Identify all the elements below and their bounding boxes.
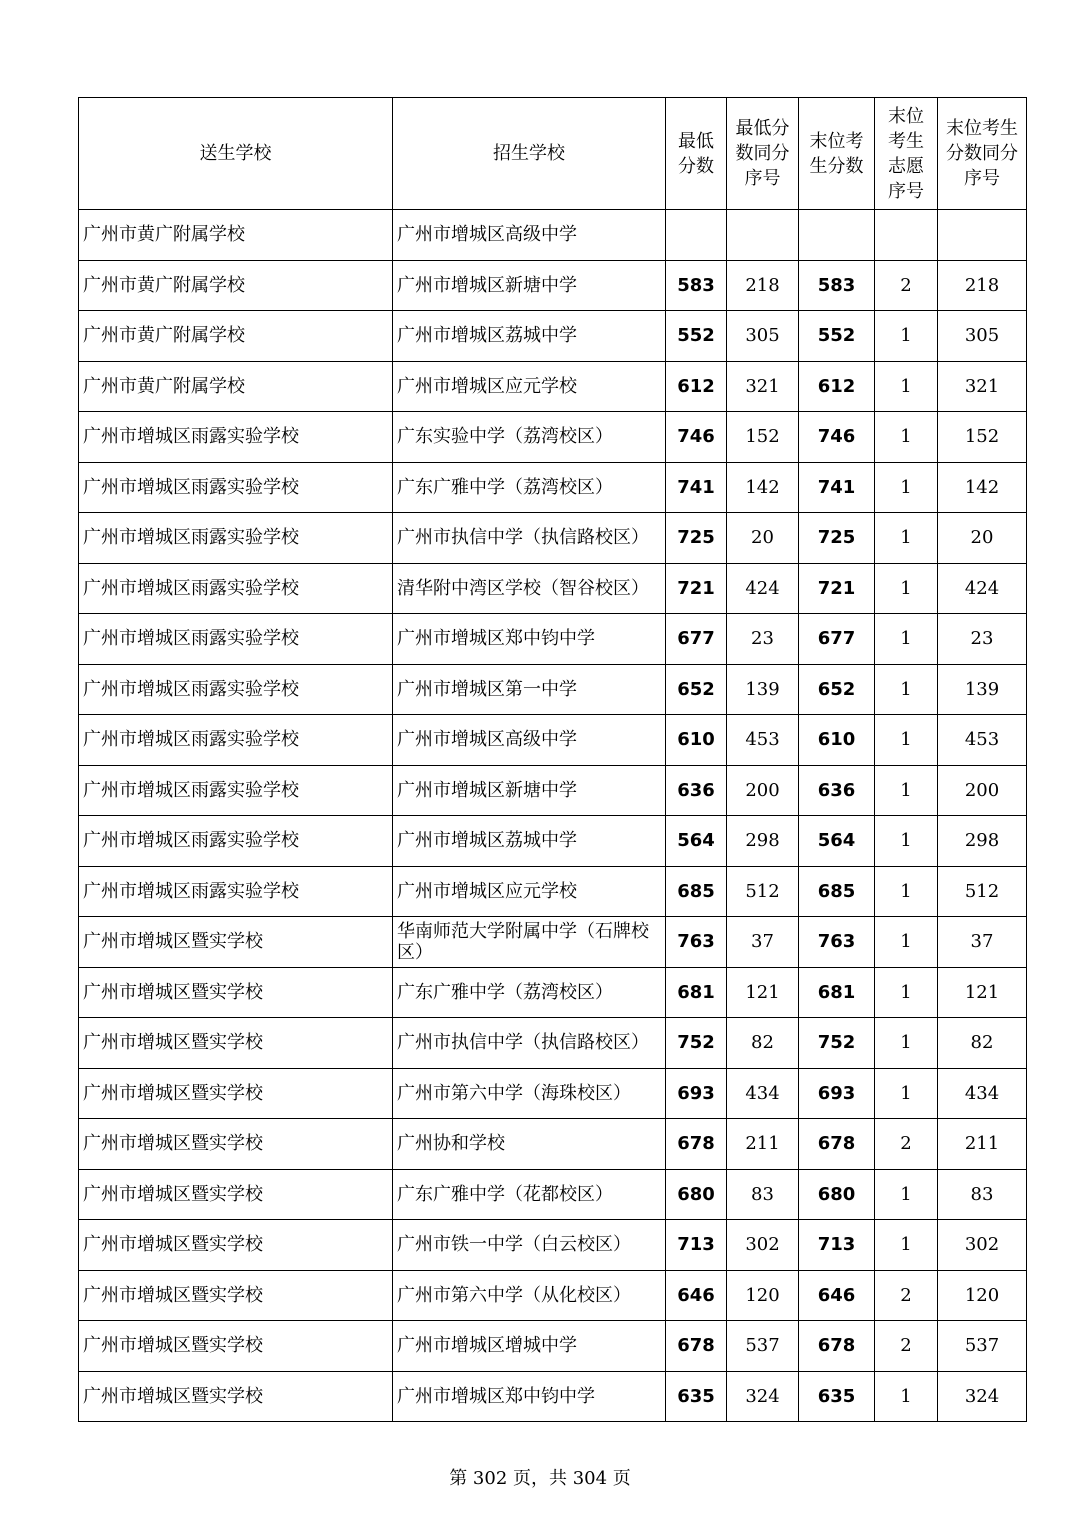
sending-school-cell: 广州市增城区暨实学校 — [79, 967, 393, 1018]
admitting-school-cell: 广州市增城区新塘中学 — [393, 765, 666, 816]
sending-school-cell: 广州市增城区雨露实验学校 — [79, 462, 393, 513]
admission-table — [78, 97, 1027, 1422]
min-score-cell: 635 — [666, 1371, 727, 1422]
min-score-cell: 678 — [666, 1119, 727, 1170]
min-score-tie-cell: 20 — [727, 513, 799, 564]
last-choice-cell: 1 — [875, 1068, 938, 1119]
header-min-score-tie-no: 最低分数同分序号 — [727, 98, 799, 210]
min-score-tie-cell: 321 — [727, 361, 799, 412]
last-choice-cell: 1 — [875, 462, 938, 513]
sending-school-cell: 广州市黄广附属学校 — [79, 311, 393, 362]
header-admitting-school: 招生学校 — [393, 98, 666, 210]
admitting-school-cell: 广州市增城区高级中学 — [393, 210, 666, 261]
last-score-cell: 680 — [799, 1169, 875, 1220]
min-score-tie-cell: 83 — [727, 1169, 799, 1220]
min-score-tie-cell: 82 — [727, 1018, 799, 1069]
min-score-tie-cell: 200 — [727, 765, 799, 816]
last-score-tie-cell: 305 — [938, 311, 1027, 362]
min-score-tie-cell: 424 — [727, 563, 799, 614]
min-score-tie-cell: 434 — [727, 1068, 799, 1119]
sending-school-cell: 广州市增城区暨实学校 — [79, 1068, 393, 1119]
min-score-cell: 612 — [666, 361, 727, 412]
page-footer: 第 302 页，共 304 页 — [449, 1468, 631, 1489]
last-score-cell: 721 — [799, 563, 875, 614]
table-row — [79, 260, 1027, 311]
last-score-cell: 681 — [799, 967, 875, 1018]
admitting-school-cell: 广东实验中学（荔湾校区） — [393, 412, 666, 463]
table-row — [79, 563, 1027, 614]
last-score-tie-cell: 218 — [938, 260, 1027, 311]
last-choice-cell: 1 — [875, 563, 938, 614]
last-score-cell: 652 — [799, 664, 875, 715]
admitting-school-cell: 广东广雅中学（荔湾校区） — [393, 967, 666, 1018]
last-choice-cell: 1 — [875, 614, 938, 665]
last-score-tie-cell: 302 — [938, 1220, 1027, 1271]
table-row — [79, 917, 1027, 968]
last-score-tie-cell: 200 — [938, 765, 1027, 816]
table-row — [79, 664, 1027, 715]
table-row — [79, 715, 1027, 766]
table-row — [79, 866, 1027, 917]
last-choice-cell: 1 — [875, 917, 938, 968]
table-row — [79, 1321, 1027, 1372]
admitting-school-cell: 清华附中湾区学校（智谷校区） — [393, 563, 666, 614]
min-score-cell: 610 — [666, 715, 727, 766]
last-score-tie-cell: 211 — [938, 1119, 1027, 1170]
table-row — [79, 513, 1027, 564]
admitting-school-cell: 广州市增城区荔城中学 — [393, 816, 666, 867]
min-score-tie-cell: 121 — [727, 967, 799, 1018]
last-score-cell: 677 — [799, 614, 875, 665]
admitting-school-cell: 广州市增城区增城中学 — [393, 1321, 666, 1372]
header-last-score: 末位考生分数 — [799, 98, 875, 210]
min-score-tie-cell: 302 — [727, 1220, 799, 1271]
last-score-tie-cell: 37 — [938, 917, 1027, 968]
sending-school-cell: 广州市增城区雨露实验学校 — [79, 715, 393, 766]
admitting-school-cell: 广州市第六中学（海珠校区） — [393, 1068, 666, 1119]
last-score-cell: 612 — [799, 361, 875, 412]
last-choice-cell: 1 — [875, 1220, 938, 1271]
last-score-tie-cell: 82 — [938, 1018, 1027, 1069]
last-choice-cell: 1 — [875, 664, 938, 715]
last-choice-cell: 1 — [875, 1169, 938, 1220]
header-sending-school: 送生学校 — [79, 98, 393, 210]
last-choice-cell — [875, 210, 938, 261]
last-score-cell: 763 — [799, 917, 875, 968]
sending-school-cell: 广州市增城区暨实学校 — [79, 1371, 393, 1422]
header-last-choice-no: 末位考生志愿序号 — [875, 98, 938, 210]
last-score-tie-cell: 139 — [938, 664, 1027, 715]
last-choice-cell: 1 — [875, 412, 938, 463]
last-score-tie-cell: 152 — [938, 412, 1027, 463]
last-score-tie-cell: 321 — [938, 361, 1027, 412]
sending-school-cell: 广州市增城区雨露实验学校 — [79, 866, 393, 917]
last-choice-cell: 1 — [875, 715, 938, 766]
last-score-tie-cell: 424 — [938, 563, 1027, 614]
min-score-tie-cell: 298 — [727, 816, 799, 867]
min-score-cell: 693 — [666, 1068, 727, 1119]
admitting-school-cell: 广州市执信中学（执信路校区） — [393, 1018, 666, 1069]
min-score-tie-cell: 537 — [727, 1321, 799, 1372]
table-row — [79, 462, 1027, 513]
min-score-tie-cell: 211 — [727, 1119, 799, 1170]
table-row — [79, 311, 1027, 362]
table-row — [79, 412, 1027, 463]
admitting-school-cell: 广州市增城区郑中钧中学 — [393, 614, 666, 665]
admitting-school-cell: 广州市执信中学（执信路校区） — [393, 513, 666, 564]
table-row — [79, 1371, 1027, 1422]
min-score-tie-cell: 512 — [727, 866, 799, 917]
last-score-tie-cell: 121 — [938, 967, 1027, 1018]
last-score-cell: 713 — [799, 1220, 875, 1271]
min-score-cell: 721 — [666, 563, 727, 614]
min-score-cell: 680 — [666, 1169, 727, 1220]
min-score-tie-cell — [727, 210, 799, 261]
admitting-school-cell: 广州市增城区应元学校 — [393, 361, 666, 412]
last-score-tie-cell: 298 — [938, 816, 1027, 867]
last-score-tie-cell: 142 — [938, 462, 1027, 513]
min-score-tie-cell: 142 — [727, 462, 799, 513]
sending-school-cell: 广州市增城区雨露实验学校 — [79, 412, 393, 463]
table-row — [79, 614, 1027, 665]
last-score-cell: 693 — [799, 1068, 875, 1119]
admitting-school-cell: 广州市铁一中学（白云校区） — [393, 1220, 666, 1271]
last-score-cell: 678 — [799, 1119, 875, 1170]
min-score-cell: 652 — [666, 664, 727, 715]
min-score-cell: 752 — [666, 1018, 727, 1069]
admitting-school-cell: 广州市增城区应元学校 — [393, 866, 666, 917]
table-row — [79, 765, 1027, 816]
table-row — [79, 361, 1027, 412]
sending-school-cell: 广州市增城区雨露实验学校 — [79, 563, 393, 614]
min-score-tie-cell: 120 — [727, 1270, 799, 1321]
sending-school-cell: 广州市增城区暨实学校 — [79, 1220, 393, 1271]
min-score-tie-cell: 139 — [727, 664, 799, 715]
sending-school-cell: 广州市增城区暨实学校 — [79, 1270, 393, 1321]
last-score-cell: 678 — [799, 1321, 875, 1372]
last-choice-cell: 1 — [875, 361, 938, 412]
min-score-cell — [666, 210, 727, 261]
min-score-cell: 681 — [666, 967, 727, 1018]
last-choice-cell: 1 — [875, 866, 938, 917]
last-score-cell: 741 — [799, 462, 875, 513]
table-row — [79, 1018, 1027, 1069]
sending-school-cell: 广州市增城区暨实学校 — [79, 917, 393, 968]
last-score-tie-cell: 453 — [938, 715, 1027, 766]
last-score-tie-cell: 20 — [938, 513, 1027, 564]
last-score-tie-cell: 23 — [938, 614, 1027, 665]
table-row — [79, 967, 1027, 1018]
admitting-school-cell: 广州协和学校 — [393, 1119, 666, 1170]
min-score-cell: 583 — [666, 260, 727, 311]
admitting-school-cell: 广州市增城区新塘中学 — [393, 260, 666, 311]
min-score-cell: 713 — [666, 1220, 727, 1271]
last-score-cell: 583 — [799, 260, 875, 311]
min-score-cell: 725 — [666, 513, 727, 564]
sending-school-cell: 广州市增城区暨实学校 — [79, 1119, 393, 1170]
table-row — [79, 1270, 1027, 1321]
min-score-tie-cell: 23 — [727, 614, 799, 665]
min-score-cell: 685 — [666, 866, 727, 917]
last-score-tie-cell: 512 — [938, 866, 1027, 917]
min-score-tie-cell: 152 — [727, 412, 799, 463]
last-score-tie-cell: 83 — [938, 1169, 1027, 1220]
last-score-cell: 646 — [799, 1270, 875, 1321]
sending-school-cell: 广州市增城区雨露实验学校 — [79, 664, 393, 715]
sending-school-cell: 广州市黄广附属学校 — [79, 210, 393, 261]
table-row — [79, 1220, 1027, 1271]
sending-school-cell: 广州市增城区暨实学校 — [79, 1321, 393, 1372]
last-choice-cell: 2 — [875, 1321, 938, 1372]
admitting-school-cell: 广州市增城区高级中学 — [393, 715, 666, 766]
sending-school-cell: 广州市黄广附属学校 — [79, 361, 393, 412]
admitting-school-cell: 广东广雅中学（荔湾校区） — [393, 462, 666, 513]
admitting-school-cell: 华南师范大学附属中学（石牌校区） — [393, 917, 666, 968]
table-row — [79, 816, 1027, 867]
last-choice-cell: 1 — [875, 765, 938, 816]
last-choice-cell: 2 — [875, 1270, 938, 1321]
last-score-cell: 725 — [799, 513, 875, 564]
last-score-tie-cell: 324 — [938, 1371, 1027, 1422]
last-score-tie-cell: 120 — [938, 1270, 1027, 1321]
sending-school-cell: 广州市增城区暨实学校 — [79, 1018, 393, 1069]
last-choice-cell: 1 — [875, 1018, 938, 1069]
min-score-cell: 746 — [666, 412, 727, 463]
last-choice-cell: 1 — [875, 1371, 938, 1422]
last-choice-cell: 1 — [875, 816, 938, 867]
last-choice-cell: 1 — [875, 311, 938, 362]
last-score-cell: 610 — [799, 715, 875, 766]
min-score-tie-cell: 453 — [727, 715, 799, 766]
admitting-school-cell: 广州市第六中学（从化校区） — [393, 1270, 666, 1321]
last-score-tie-cell: 434 — [938, 1068, 1027, 1119]
admitting-school-cell: 广东广雅中学（花都校区） — [393, 1169, 666, 1220]
header-last-score-tie-no: 末位考生分数同分序号 — [938, 98, 1027, 210]
last-choice-cell: 1 — [875, 513, 938, 564]
min-score-tie-cell: 218 — [727, 260, 799, 311]
min-score-cell: 677 — [666, 614, 727, 665]
min-score-tie-cell: 324 — [727, 1371, 799, 1422]
table-row — [79, 210, 1027, 261]
min-score-tie-cell: 37 — [727, 917, 799, 968]
table-row — [79, 1068, 1027, 1119]
last-score-cell: 636 — [799, 765, 875, 816]
last-choice-cell: 2 — [875, 260, 938, 311]
last-score-cell: 685 — [799, 866, 875, 917]
sending-school-cell: 广州市增城区雨露实验学校 — [79, 816, 393, 867]
sending-school-cell: 广州市增城区雨露实验学校 — [79, 765, 393, 816]
min-score-cell: 564 — [666, 816, 727, 867]
last-score-tie-cell — [938, 210, 1027, 261]
sending-school-cell: 广州市增城区雨露实验学校 — [79, 513, 393, 564]
last-choice-cell: 1 — [875, 967, 938, 1018]
table-row — [79, 1169, 1027, 1220]
sending-school-cell: 广州市增城区暨实学校 — [79, 1169, 393, 1220]
last-score-cell: 746 — [799, 412, 875, 463]
last-score-cell: 564 — [799, 816, 875, 867]
last-score-cell: 635 — [799, 1371, 875, 1422]
min-score-tie-cell: 305 — [727, 311, 799, 362]
sending-school-cell: 广州市增城区雨露实验学校 — [79, 614, 393, 665]
header-row — [79, 98, 1027, 210]
sending-school-cell: 广州市黄广附属学校 — [79, 260, 393, 311]
min-score-cell: 763 — [666, 917, 727, 968]
table-row — [79, 1119, 1027, 1170]
last-choice-cell: 2 — [875, 1119, 938, 1170]
min-score-cell: 678 — [666, 1321, 727, 1372]
admitting-school-cell: 广州市增城区荔城中学 — [393, 311, 666, 362]
last-score-cell — [799, 210, 875, 261]
last-score-cell: 752 — [799, 1018, 875, 1069]
last-score-cell: 552 — [799, 311, 875, 362]
min-score-cell: 646 — [666, 1270, 727, 1321]
last-score-tie-cell: 537 — [938, 1321, 1027, 1372]
admitting-school-cell: 广州市增城区第一中学 — [393, 664, 666, 715]
min-score-cell: 552 — [666, 311, 727, 362]
min-score-cell: 636 — [666, 765, 727, 816]
header-min-score: 最低分数 — [666, 98, 727, 210]
min-score-cell: 741 — [666, 462, 727, 513]
admitting-school-cell: 广州市增城区郑中钧中学 — [393, 1371, 666, 1422]
